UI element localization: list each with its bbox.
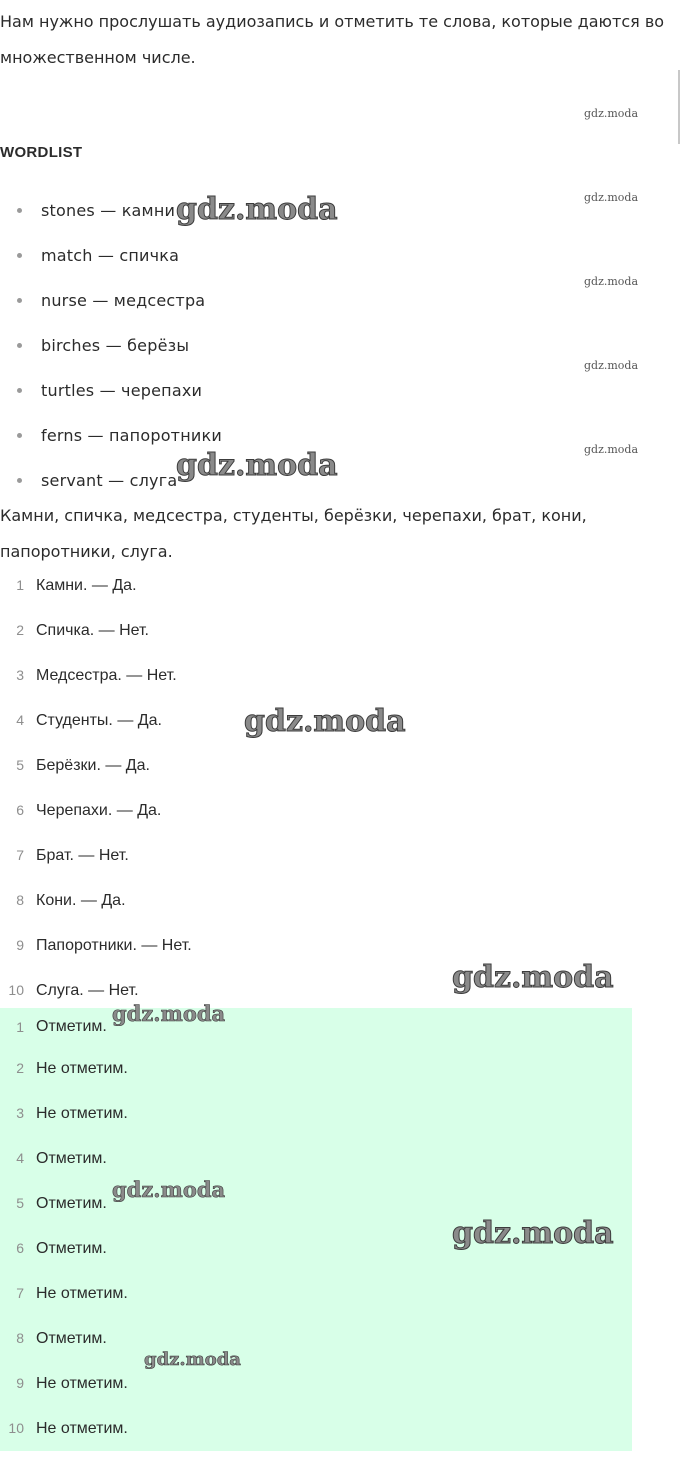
answer-text: Спичка. — Нет. [36,622,149,639]
answer-text: Папоротники. — Нет. [36,937,192,954]
mark-item [0,1271,632,1316]
bullet-icon [17,208,22,213]
answer-text: Берёзки. — Да. [36,757,150,774]
mark-text: Отметим. [36,1330,107,1347]
item-number: 3 [16,667,24,683]
wordlist-item [0,188,680,233]
answer-text: Студенты. — Да. [36,712,162,729]
watermark: gdz.moda [112,1177,226,1202]
wordlist-heading: WORDLIST [0,144,83,161]
answer-text: Брат. — Нет. [36,847,129,864]
answers-list [0,563,632,1013]
bullet-icon [17,478,22,483]
wordlist-item [0,323,680,368]
answer-item [0,833,632,878]
mark-text: Не отметим. [36,1105,128,1122]
item-number: 6 [16,802,24,818]
bullet-icon [17,253,22,258]
wordlist-item-text: servant — слуга [41,471,178,490]
item-number: 4 [16,712,24,728]
mark-item [0,1361,632,1406]
watermark: gdz.moda [112,1001,226,1026]
item-number: 1 [16,577,24,593]
item-number: 9 [16,1375,24,1391]
answer-text: Медсестра. — Нет. [36,667,177,684]
item-number: 10 [8,1420,24,1436]
mark-item [0,1091,632,1136]
wordlist [0,188,680,503]
answer-text: Камни. — Да. [36,577,137,594]
mark-text: Отметим. [36,1195,107,1212]
item-number: 10 [8,982,24,998]
watermark: gdz.moda [584,359,639,372]
mark-item [0,1136,632,1181]
answer-item [0,878,632,923]
bullet-icon [17,343,22,348]
item-number: 2 [16,622,24,638]
watermark: gdz.moda [452,1216,614,1251]
watermark: gdz.moda [584,275,639,288]
answer-text: Кони. — Да. [36,892,126,909]
mark-text: Не отметим. [36,1060,128,1077]
watermark: gdz.moda [244,704,406,739]
item-number: 1 [16,1019,24,1035]
wordlist-item-text: turtles — черепахи [41,381,203,400]
watermark: gdz.moda [584,443,639,456]
bullet-icon [17,388,22,393]
mark-item [0,1406,632,1451]
watermark: gdz.moda [144,1349,241,1370]
mark-text: Не отметим. [36,1375,128,1392]
answer-text: Слуга. — Нет. [36,982,139,999]
item-number: 5 [16,1195,24,1211]
mark-text: Отметим. [36,1018,107,1035]
mark-text: Не отметим. [36,1285,128,1302]
wordlist-item-text: birches — берёзы [41,336,190,355]
mark-item [0,1046,632,1091]
mark-text: Отметим. [36,1240,107,1257]
answer-item [0,608,632,653]
watermark: gdz.moda [584,107,639,120]
item-number: 3 [16,1105,24,1121]
wordlist-item-text: stones — камни [41,201,176,220]
mark-text: Отметим. [36,1150,107,1167]
wordlist-item-text: ferns — папоротники [41,426,222,445]
bullet-icon [17,298,22,303]
watermark: gdz.moda [584,191,639,204]
wordlist-item [0,278,680,323]
item-number: 2 [16,1060,24,1076]
answer-item [0,788,632,833]
item-number: 7 [16,1285,24,1301]
wordlist-item [0,368,680,413]
answer-item [0,743,632,788]
item-number: 8 [16,892,24,908]
item-number: 9 [16,937,24,953]
item-number: 5 [16,757,24,773]
item-number: 6 [16,1240,24,1256]
mark-item [0,1316,632,1361]
summary-paragraph: Камни, спичка, медсестра, студенты, берёзки, черепахи, брат, кони, папоротники, слуга. [0,506,587,561]
watermark: gdz.moda [176,192,338,227]
wordlist-item-text: nurse — медсестра [41,291,206,310]
watermark: gdz.moda [452,960,614,995]
item-number: 8 [16,1330,24,1346]
wordlist-item [0,413,680,458]
item-number: 4 [16,1150,24,1166]
mark-item [0,1008,632,1046]
answer-text: Черепахи. — Да. [36,802,162,819]
watermark: gdz.moda [176,448,338,483]
wordlist-item [0,458,680,503]
intro-paragraph: Нам нужно прослушать аудиозапись и отметить те слова, которые даются во множественном числе. [0,12,665,67]
answer-item [0,653,632,698]
item-number: 7 [16,847,24,863]
answer-item [0,563,632,608]
bullet-icon [17,433,22,438]
mark-text: Не отметим. [36,1420,128,1437]
wordlist-item-text: match — спичка [41,246,180,265]
wordlist-item [0,233,680,278]
